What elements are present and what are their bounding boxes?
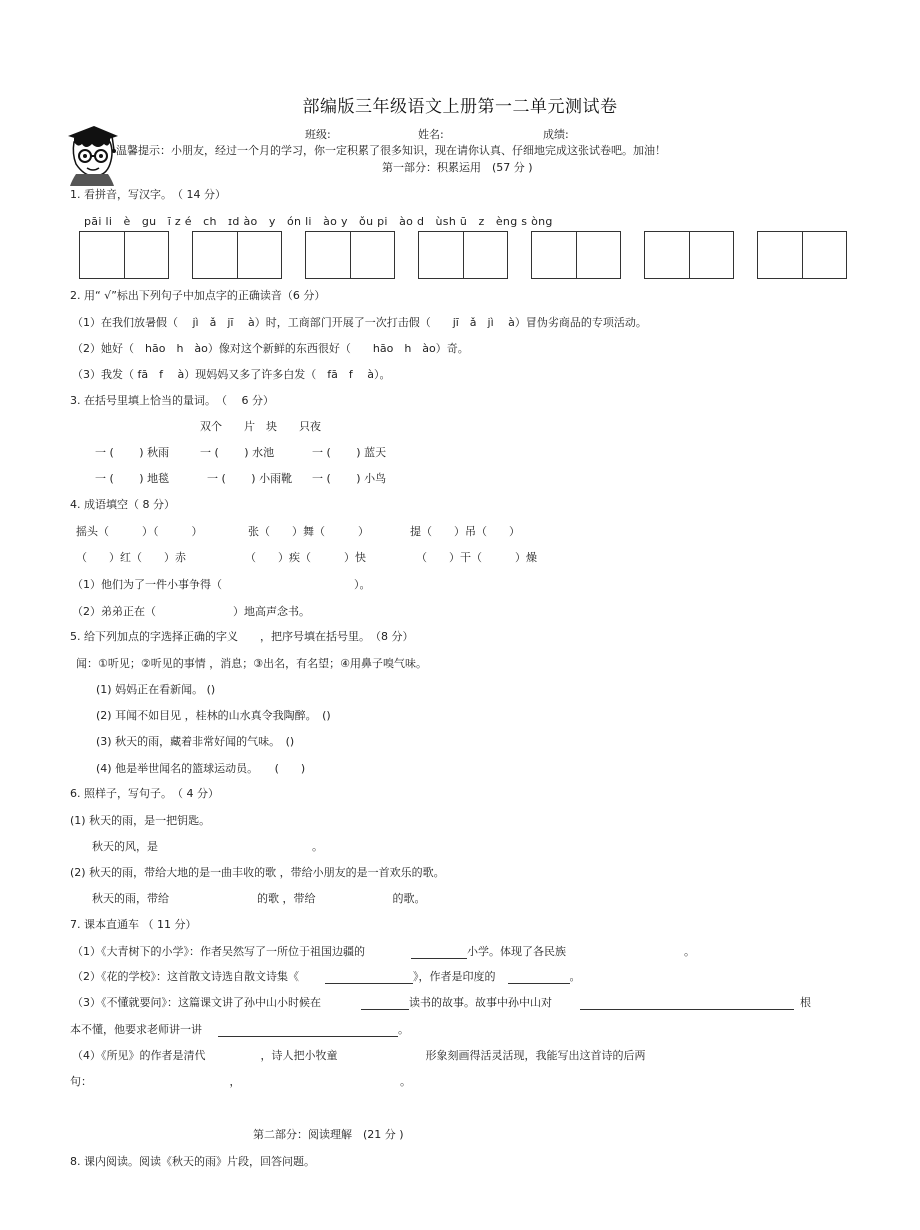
answer-blank[interactable] — [218, 1036, 398, 1037]
q7-line3b — [70, 1021, 409, 1037]
q4-idiom: （ ）红（ ）赤 — [76, 551, 186, 564]
q7-line3-text2: 读书的故事。故事中孙中山对 — [409, 996, 552, 1009]
q7-line1-text: （1）《大青树下的小学》：作者吴然写了一所位于祖国边疆的 — [72, 945, 365, 958]
answer-blank[interactable] — [325, 983, 413, 984]
q7-line1-text2: 小学。体现了各民族 — [467, 945, 566, 958]
q3-item: 一 ( ) 水池 — [200, 446, 275, 459]
q2-line3: （3）我发（ fā f à）现妈妈又多了许多白发（ fā f à）。 — [72, 368, 391, 381]
q7-line1-end: 。 — [684, 945, 695, 958]
q2-line1: （1）在我们放暑假（ jì ǎ jī à）时，工商部门开展了一次打击假（ jī ǎ jì à）冒伪劣商品的专项活动。 — [72, 316, 647, 329]
char-box-7[interactable] — [757, 231, 847, 279]
q3-item: 一 ( ) 小雨靴 — [207, 472, 293, 485]
q6-answer1: 秋天的风，是 。 — [92, 840, 323, 853]
q5-item: (3) 秋天的雨，藏着非常好闻的气味。 () — [96, 735, 295, 748]
q4-idiom: （ ）疾（ ）快 — [245, 551, 366, 564]
q2-line2: （2）她好（ hāo h ào）像对这个新鲜的东西很好（ hāo h ào）奇。 — [72, 342, 469, 355]
q6-example1: (1) 秋天的雨，是一把钥匙。 — [70, 814, 211, 827]
q5-definitions: 闻：①听见；②听见的事情 ，消息；③出名，有名望；④用鼻子嗅气味。 — [76, 657, 427, 670]
q7-line4b: 句： ， 。 — [70, 1075, 411, 1088]
part1-heading: 第一部分：积累运用 (57 分 ) — [382, 161, 533, 174]
q3-item: 一 ( ) 地毯 — [95, 472, 170, 485]
q7-line2-text2: 》，作者是印度的 — [413, 970, 496, 983]
q1-title: 1. 看拼音，写汉字。 （ 14 分） — [70, 188, 226, 201]
char-box-3[interactable] — [305, 231, 395, 279]
q7-line2-text: （2）《花的学校》：这首散文诗选自散文诗集《 — [72, 970, 299, 983]
page-title: 部编版三年级语文上册第一二单元测试卷 — [302, 97, 618, 117]
q7-line3-text: （3）《不懂就要问》：这篇课文讲了孙中山小时候在 — [72, 996, 321, 1009]
tip-text: 温馨提示：小朋友，经过一个月的学习，你一定积累了很多知识，现在请你认真、仔细地完成这张试卷吧。加油！ — [116, 144, 666, 157]
q3-title: 3. 在括号里填上恰当的量词。 （ 6 分） — [70, 394, 274, 407]
q7-line2 — [72, 968, 581, 984]
q7-title: 7. 课本直通车 （ 11 分） — [70, 918, 197, 931]
q7-line3b-text: 本不懂，他要求老师讲一讲 — [70, 1023, 202, 1036]
char-box-4[interactable] — [418, 231, 508, 279]
q7-line3-end: 根 — [800, 996, 811, 1009]
mascot-illustration — [64, 124, 120, 186]
q3-word-bank: 双个 片 块 只夜 — [200, 420, 321, 433]
q4-idiom: 摇头（ ）（ ） — [76, 525, 203, 538]
char-box-1[interactable] — [79, 231, 169, 279]
q3-item: 一 ( ) 秋雨 — [95, 446, 170, 459]
q7-line3 — [72, 994, 811, 1010]
score-label: 成绩: — [543, 128, 569, 141]
q3-item: 一 ( ) 蓝天 — [312, 446, 387, 459]
q7-line1 — [72, 943, 695, 959]
char-box-5[interactable] — [531, 231, 621, 279]
q1-pinyin: pāi li è gu ī z é ch ɪd ào y ón li ào y ǒu pi ào d ùsh ū z èng s òng — [84, 215, 553, 228]
q4-title: 4. 成语填空（ 8 分） — [70, 498, 175, 511]
q4-idiom: （ ）干（ ）燥 — [416, 551, 537, 564]
q7-line4: （4）《所见》的作者是清代 ，诗人把小牧童 形象刻画得活灵活现，我能写出这首诗的后两 — [72, 1049, 646, 1062]
q5-item: (4) 他是举世闻名的篮球运动员。 ( ) — [96, 762, 306, 775]
q8-title: 8. 课内阅读。阅读《秋天的雨》片段，回答问题。 — [70, 1155, 315, 1168]
answer-blank[interactable] — [580, 1009, 794, 1010]
q4-sentence2: （2）弟弟正在（ ）地高声念书。 — [72, 605, 310, 618]
q7-line2-end: 。 — [569, 970, 581, 983]
q4-idiom: 提（ ）吊（ ） — [410, 525, 520, 538]
q4-idiom: 张（ ）舞（ ） — [248, 525, 369, 538]
q5-item: (1) 妈妈正在看新闻。 () — [96, 683, 216, 696]
q4-sentence1: （1）他们为了一件小事争得（ ）。 — [72, 578, 371, 591]
q7-line3b-end: 。 — [398, 1023, 409, 1036]
name-label: 姓名: — [418, 128, 444, 141]
q2-title: 2. 用“ √”标出下列句子中加点字的正确读音（6 分） — [70, 289, 326, 302]
char-box-2[interactable] — [192, 231, 282, 279]
answer-blank[interactable] — [361, 1009, 409, 1010]
part2-heading: 第二部分：阅读理解 (21 分 ) — [253, 1128, 404, 1141]
q6-title: 6. 照样子，写句子。 （ 4 分） — [70, 787, 219, 800]
q5-item: (2) 耳闻不如目见 ，桂林的山水真令我陶醉。 () — [96, 709, 331, 722]
q3-item: 一 ( ) 小鸟 — [312, 472, 387, 485]
answer-blank[interactable] — [411, 958, 467, 959]
answer-blank[interactable] — [508, 983, 570, 984]
q6-example2: (2) 秋天的雨，带给大地的是一曲丰收的歌 ，带给小朋友的是一首欢乐的歌。 — [70, 866, 445, 879]
char-box-6[interactable] — [644, 231, 734, 279]
q6-answer2: 秋天的雨，带给 的歌 ，带给 的歌。 — [92, 892, 426, 905]
class-label: 班级: — [305, 128, 331, 141]
q5-title: 5. 给下列加点的字选择正确的字义 ，把序号填在括号里。 （8 分） — [70, 630, 414, 643]
